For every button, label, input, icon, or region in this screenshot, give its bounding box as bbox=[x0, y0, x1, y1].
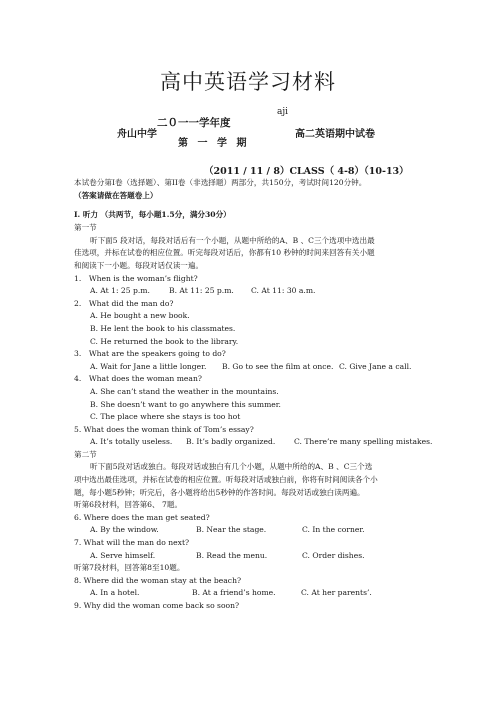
instruction-line: 听下面5 段对话，每段对话后有一个小题，从题中所给的A、B 、C三个选项中选出最 bbox=[90, 235, 375, 245]
option-b: B. It’s badly organized. bbox=[186, 437, 276, 447]
material-note: 听第7段材料，回答第8至10题。 bbox=[74, 563, 185, 573]
question-5-options bbox=[74, 436, 434, 449]
option-a: A. It’s totally useless. bbox=[90, 437, 173, 447]
question-1-options bbox=[74, 285, 434, 298]
option-c: C. He returned the book to the library. bbox=[90, 336, 239, 346]
option-a: A. By the window. bbox=[90, 525, 159, 535]
question-3: 3. What are the speakers going to do? bbox=[74, 349, 226, 359]
instruction-line: 佳选项，并标在试卷的相应位置。听完每段对话后，你都有10 秒钟的时间来回答有关小题 bbox=[74, 248, 375, 258]
option-b: B. Near the stage. bbox=[196, 525, 267, 535]
option-a: A. Wait for Jane a little longer. bbox=[90, 361, 207, 371]
option-a: A. She can’t stand the weather in the mountains. bbox=[90, 386, 279, 396]
option-b: B. She doesn’t want to go anywhere this summer. bbox=[90, 399, 281, 409]
option-c: C. The place where she stays is too hot bbox=[90, 412, 241, 422]
question-1: 1. When is the woman’s flight? bbox=[74, 273, 198, 283]
document-body bbox=[74, 177, 434, 613]
instruction-line: 和阅读下一小题。每段对话仅读一遍。 bbox=[74, 260, 204, 270]
option-a: A. At 1: 25 p.m. bbox=[90, 286, 150, 296]
page-title: 高中英语学习材料 bbox=[160, 70, 336, 94]
question-9: 9. Why did the woman come back so soon? bbox=[74, 601, 240, 610]
school-name: 舟山中学 bbox=[117, 129, 157, 140]
stray-mark: aji bbox=[277, 107, 289, 117]
option-c: C. At her parents’. bbox=[301, 588, 372, 598]
option-c: C. Give Jane a call. bbox=[339, 361, 412, 371]
option-b: B. At a friend’s home. bbox=[192, 588, 276, 598]
option-c: C. There’re many spelling mistakes. bbox=[294, 437, 433, 447]
option-c: C. Order dishes. bbox=[302, 550, 365, 560]
instruction-line: 项中选出最佳选项，并标在试卷的相应位置。听每段对话或独白前，你将有时间阅读各个小 bbox=[74, 475, 378, 485]
question-3-options bbox=[74, 361, 434, 374]
option-b: B. Read the menu. bbox=[196, 550, 268, 560]
term-label: 第 一 学 期 bbox=[178, 138, 247, 149]
option-a: A. In a hotel. bbox=[90, 588, 140, 598]
option-c: C. In the corner. bbox=[302, 525, 365, 535]
question-2: 2. What did the man do? bbox=[74, 298, 174, 308]
question-4: 4. What does the woman mean? bbox=[74, 374, 202, 384]
part1-label: 第一节 bbox=[74, 223, 97, 233]
question-6: 6. Where does the man get seated? bbox=[74, 512, 210, 522]
option-b: B. At 11: 25 p.m. bbox=[169, 286, 234, 296]
option-b: B. He lent the book to his classmates. bbox=[90, 323, 236, 333]
option-c: C. At 11: 30 a.m. bbox=[251, 286, 316, 296]
instruction-line: 听下面5段对话或独白。每段对话或独白有几个小题，从题中所给的A、B 、C三个选 bbox=[90, 462, 373, 472]
section-title: I. 听力 （共两节，每小题1.5分，满分30分） bbox=[74, 210, 231, 220]
instruction-line: 题，每小题5秒钟；听完后，各小题将给出5秒钟的作答时间。每段对话或独白读两遍。 bbox=[74, 487, 365, 497]
question-8-options bbox=[74, 587, 434, 600]
question-7-options bbox=[74, 550, 434, 563]
intro-line: 本试卷分第I卷（选择题）、第II卷（非选择题）两部分，共150分，考试时间120分钟。 bbox=[74, 178, 367, 187]
question-5: 5. What does the woman think of Tom’s essay? bbox=[74, 424, 254, 434]
question-7: 7. What will the man do next? bbox=[74, 538, 190, 548]
part2-label: 第二节 bbox=[74, 449, 97, 459]
option-a: A. Serve himself. bbox=[90, 550, 156, 560]
material-note: 听第6段材料，回答第6、 7题。 bbox=[74, 500, 183, 510]
option-b: B. Go to see the film at once. bbox=[222, 361, 334, 371]
answer-note: （答案请做在答题卷上） bbox=[74, 190, 158, 200]
date-class-line: （2011 / 11 / 8）CLASS（ 4-8）（10-13） bbox=[204, 166, 409, 177]
exam-name: 高二英语期中试卷 bbox=[295, 129, 375, 140]
question-8: 8. Where did the woman stay at the beach? bbox=[74, 575, 242, 585]
question-6-options bbox=[74, 524, 434, 537]
school-year: 二０一一学年度 bbox=[157, 117, 231, 129]
option-a: A. He bought a new book. bbox=[90, 311, 190, 321]
